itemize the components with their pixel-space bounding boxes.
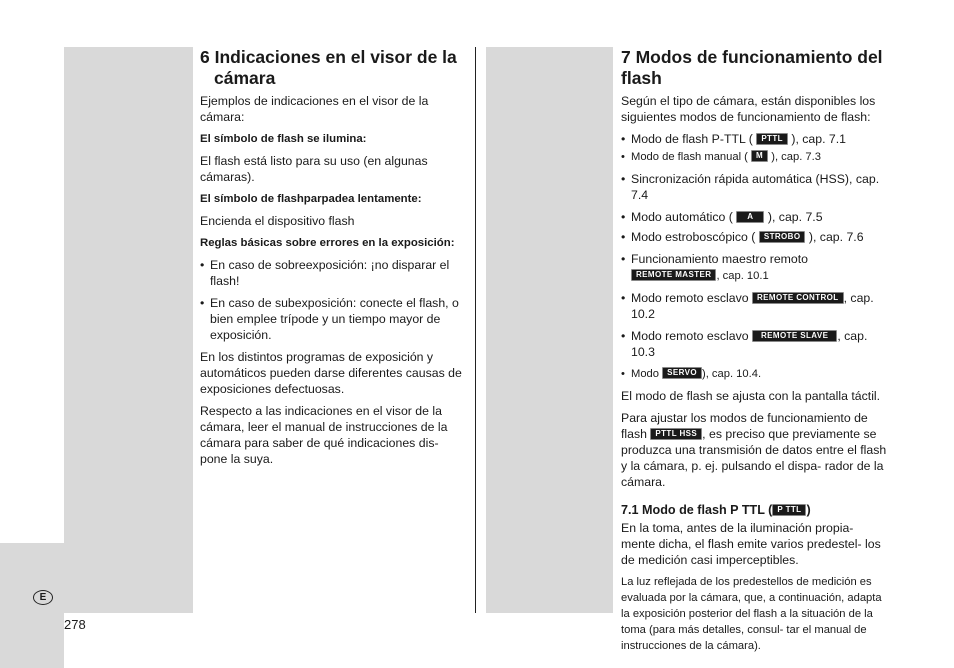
viewfinder-manual-text: Respecto a las indicaciones en el visor de la cámara, leer el manual de instrucciones de la cámara para saber de qué indicaciones dis- pone la suya.: [200, 404, 448, 466]
right-margin-band: [486, 47, 613, 613]
page-number: 278: [64, 617, 86, 632]
pttl-tag: PTTL: [756, 133, 788, 145]
mode-item-remote-slave: • Modo remoto esclavo REMOTE SLAVE , cap. 10.3: [621, 328, 889, 360]
a-tag: A: [736, 211, 764, 223]
left-margin-band-top: [64, 47, 193, 613]
m-tag: M: [751, 150, 768, 162]
switch-on-text: Encienda el dispositivo flash: [200, 214, 355, 228]
adjust-modes-text: Para ajustar los modos de funcionamiento de flash PTTL HSS , es preciso que previamente se produzca una transmisión de datos entre el flash y la cámara, p. ej. pulsando el dispa- rador de la cámara.: [621, 411, 887, 489]
heading-line1: 6 Indicaciones en el visor de la: [200, 47, 457, 67]
mode-item-remote-master: • Funcionamiento maestro remoto REMOTE MASTER , cap. 10.1: [621, 251, 889, 284]
mode-item-manual: • Modo de flash manual ( M ), cap. 7.3: [621, 149, 889, 165]
bullet-overexposure: • En caso de sobreexposición: ¡no disparar el flash!: [200, 257, 468, 289]
subheading-flash-lit: El símbolo de flash se ilumina:: [200, 133, 367, 145]
flash-ready-text: El flash está listo para su uso (en algunas cámaras).: [200, 154, 428, 184]
subheading-flash-blinks: El símbolo de flashparpadea lentamente:: [200, 193, 422, 205]
reflected-light-text: La luz reflejada de los predestellos de medición es evaluada por la cámara, que, a continuación, adapta la exposición posterior del flash a la situación de la toma (para más detalles, consul- tar el manual de instrucciones de la cámara).: [621, 576, 882, 652]
intro-text: Ejemplos de indicaciones en el visor de la cámara:: [200, 94, 429, 124]
p-ttl-tag: P TTL: [772, 504, 806, 516]
mode-item-pttl: • Modo de flash P-TTL ( PTTL ), cap. 7.1: [621, 131, 889, 147]
bullet-underexposure: • En caso de subexposición: conecte el flash, o bien emplee trípode y un tiempo mayor de exposición.: [200, 295, 468, 343]
right-column: [621, 47, 889, 660]
mode-item-servo: • Modo SERVO ), cap. 10.4.: [621, 366, 889, 382]
remote-master-tag: REMOTE MASTER: [631, 269, 716, 281]
mode-item-strobo: • Modo estroboscópico ( STROBO ), cap. 7.6: [621, 229, 889, 245]
mode-item-hss: • Sincronización rápida automática (HSS), cap. 7.4: [621, 171, 889, 203]
mode-item-auto: • Modo automático ( A ), cap. 7.5: [621, 209, 889, 225]
pre-flash-text: En la toma, antes de la iluminación propia- mente dicha, el flash emite varios predestel- los de medición casi imperceptibles.: [621, 521, 881, 567]
column-divider: [475, 47, 476, 613]
mode-item-remote-control: • Modo remoto esclavo REMOTE CONTROL , cap. 10.2: [621, 290, 889, 322]
pttl-hss-tag: PTTL HSS: [650, 428, 702, 440]
left-column: [200, 47, 468, 473]
modes-intro-text: Según el tipo de cámara, están disponibles los siguientes modos de funcionamiento de flash:: [621, 94, 876, 124]
strobo-tag: STROBO: [759, 231, 806, 243]
section-6-heading: [200, 47, 468, 89]
language-badge: E: [33, 590, 53, 605]
section-7-1-heading: 7.1 Modo de flash P TTL ( P TTL ): [621, 503, 811, 517]
servo-tag: SERVO: [662, 367, 702, 379]
left-margin-band-bottom: [0, 543, 64, 668]
exposure-causes-text: En los distintos programas de exposición y automáticos pueden darse diferentes causas de exposiciones defectuosas.: [200, 350, 462, 396]
subheading-exposure-rules: Reglas básicas sobre errores en la exposición:: [200, 237, 455, 249]
heading-line2: cámara: [214, 68, 276, 88]
section-7-heading: 7 Modos de funcionamiento del flash: [621, 47, 883, 88]
remote-control-tag: REMOTE CONTROL: [752, 292, 844, 304]
remote-slave-tag: REMOTE SLAVE: [752, 330, 837, 342]
touchscreen-text: El modo de flash se ajusta con la pantalla táctil.: [621, 389, 881, 403]
